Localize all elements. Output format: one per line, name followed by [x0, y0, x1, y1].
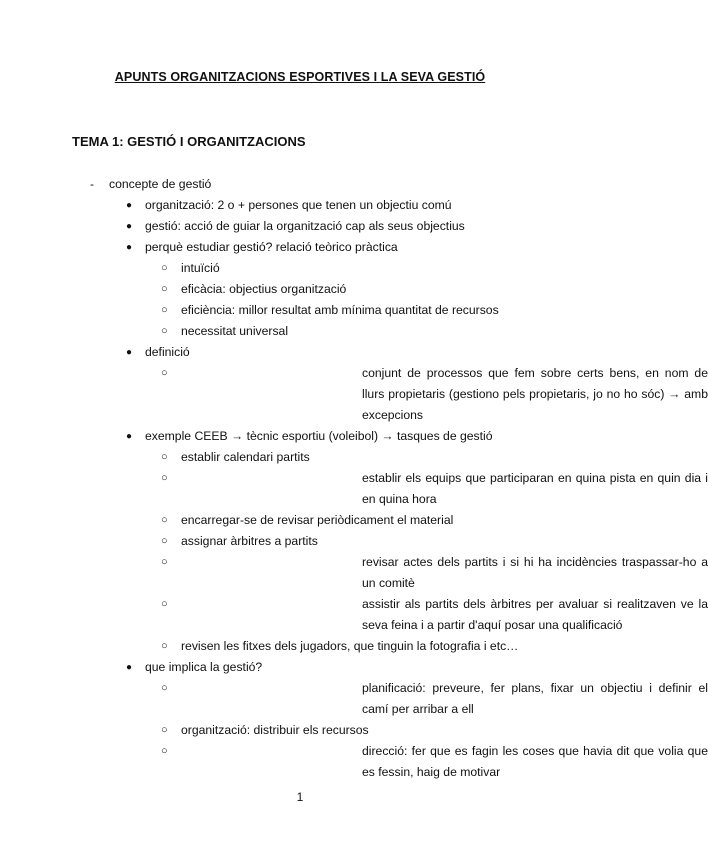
list-item-perque-4: [0, 321, 600, 342]
list-item-perque-1: [0, 258, 600, 279]
list-item-text: establir calendari partits: [181, 450, 310, 464]
list-item-exemple-5: [0, 552, 708, 594]
list-item-text: revisen les fitxes dels jugadors, que tinguin la fotografia i etc…: [181, 639, 519, 653]
list-item-text: conjunt de processos que fem sobre certs bens, en nom de llurs propietaris (gestiono pels propietaris, jo no ho sóc) → amb excepcions: [362, 366, 708, 422]
list-item-exemple-2: [0, 468, 708, 510]
circle-marker: ○: [161, 745, 168, 757]
list-item-concepte: [0, 174, 600, 195]
list-item-text: eficiència: millor resultat amb mínima quantitat de recursos: [181, 303, 499, 317]
list-item-text: assistir als partits dels àrbitres per avaluar si realitzaven ve la seva feina i a partir d'aquí posar una qualificació: [362, 597, 708, 632]
circle-marker: ○: [161, 682, 168, 694]
circle-marker: ○: [161, 283, 168, 295]
list-item-text: gestió: acció de guiar la organització cap als seus objectius: [145, 219, 465, 233]
list-item-text: necessitat universal: [181, 324, 289, 338]
circle-marker: ○: [161, 724, 168, 736]
list-item-text: concepte de gestió: [109, 177, 212, 191]
bullet-marker: ●: [126, 242, 133, 253]
list-item-text: assignar àrbitres a partits: [181, 534, 318, 548]
list-item-exemple-1: [0, 447, 600, 468]
list-item-perque-2: [0, 279, 600, 300]
bullet-marker: ●: [126, 347, 133, 358]
list-item-gestio: [0, 216, 600, 237]
bullet-marker: ●: [126, 221, 133, 232]
circle-marker: ○: [161, 451, 168, 463]
list-item-implica-2: [0, 720, 600, 741]
circle-marker: ○: [161, 367, 168, 379]
list-item-implica: [0, 657, 600, 678]
circle-marker: ○: [161, 472, 168, 484]
circle-marker: ○: [161, 304, 168, 316]
dash-marker: -: [90, 177, 94, 191]
document-title: APUNTS ORGANITZACIONS ESPORTIVES I LA SEVA GESTIÓ: [114, 70, 486, 84]
page-number: 1: [296, 790, 304, 804]
list-item-perque: [0, 237, 600, 258]
section-heading: TEMA 1: GESTIÓ I ORGANITZACIONS: [72, 134, 306, 149]
outline-list: [0, 174, 708, 783]
list-item-text: eficàcia: objectius organització: [181, 282, 347, 296]
list-item-text: organització: 2 o + persones que tenen un objectiu comú: [145, 198, 452, 212]
list-item-exemple: [0, 426, 600, 447]
list-item-organitzacio: [0, 195, 600, 216]
list-item-implica-3: [0, 741, 708, 783]
bullet-marker: ●: [126, 431, 133, 442]
circle-marker: ○: [161, 640, 168, 652]
circle-marker: ○: [161, 514, 168, 526]
circle-marker: ○: [161, 535, 168, 547]
list-item-exemple-4: [0, 531, 600, 552]
list-item-implica-1: [0, 678, 708, 720]
list-item-exemple-7: [0, 636, 600, 657]
list-item-text: organització: distribuir els recursos: [181, 723, 369, 737]
list-item-exemple-6: [0, 594, 708, 636]
list-item-text: exemple CEEB → tècnic esportiu (voleibol) → tasques de gestió: [145, 429, 493, 443]
list-item-text: intuïció: [181, 261, 220, 275]
circle-marker: ○: [161, 262, 168, 274]
circle-marker: ○: [161, 556, 168, 568]
list-item-definicio: [0, 342, 600, 363]
circle-marker: ○: [161, 325, 168, 337]
bullet-marker: ●: [126, 200, 133, 211]
list-item-text: que implica la gestió?: [145, 660, 263, 674]
list-item-text: establir els equips que participaran en quina pista en quin dia i en quina hora: [362, 471, 708, 506]
list-item-text: encarregar-se de revisar periòdicament el material: [181, 513, 454, 527]
list-item-text: revisar actes dels partits i si hi ha incidències traspassar-ho a un comitè: [362, 555, 708, 590]
list-item-text: direcció: fer que es fagin les coses que havia dit que volia que es fessin, haig de motivar: [362, 744, 708, 779]
list-item-definicio-1: [0, 363, 708, 426]
list-item-text: definició: [145, 345, 190, 359]
list-item-exemple-3: [0, 510, 600, 531]
list-item-text: planificació: preveure, fer plans, fixar un objectiu i definir el camí per arribar a ell: [362, 681, 708, 716]
circle-marker: ○: [161, 598, 168, 610]
list-item-perque-3: [0, 300, 600, 321]
list-item-text: perquè estudiar gestió? relació teòrico pràctica: [145, 240, 398, 254]
bullet-marker: ●: [126, 662, 133, 673]
